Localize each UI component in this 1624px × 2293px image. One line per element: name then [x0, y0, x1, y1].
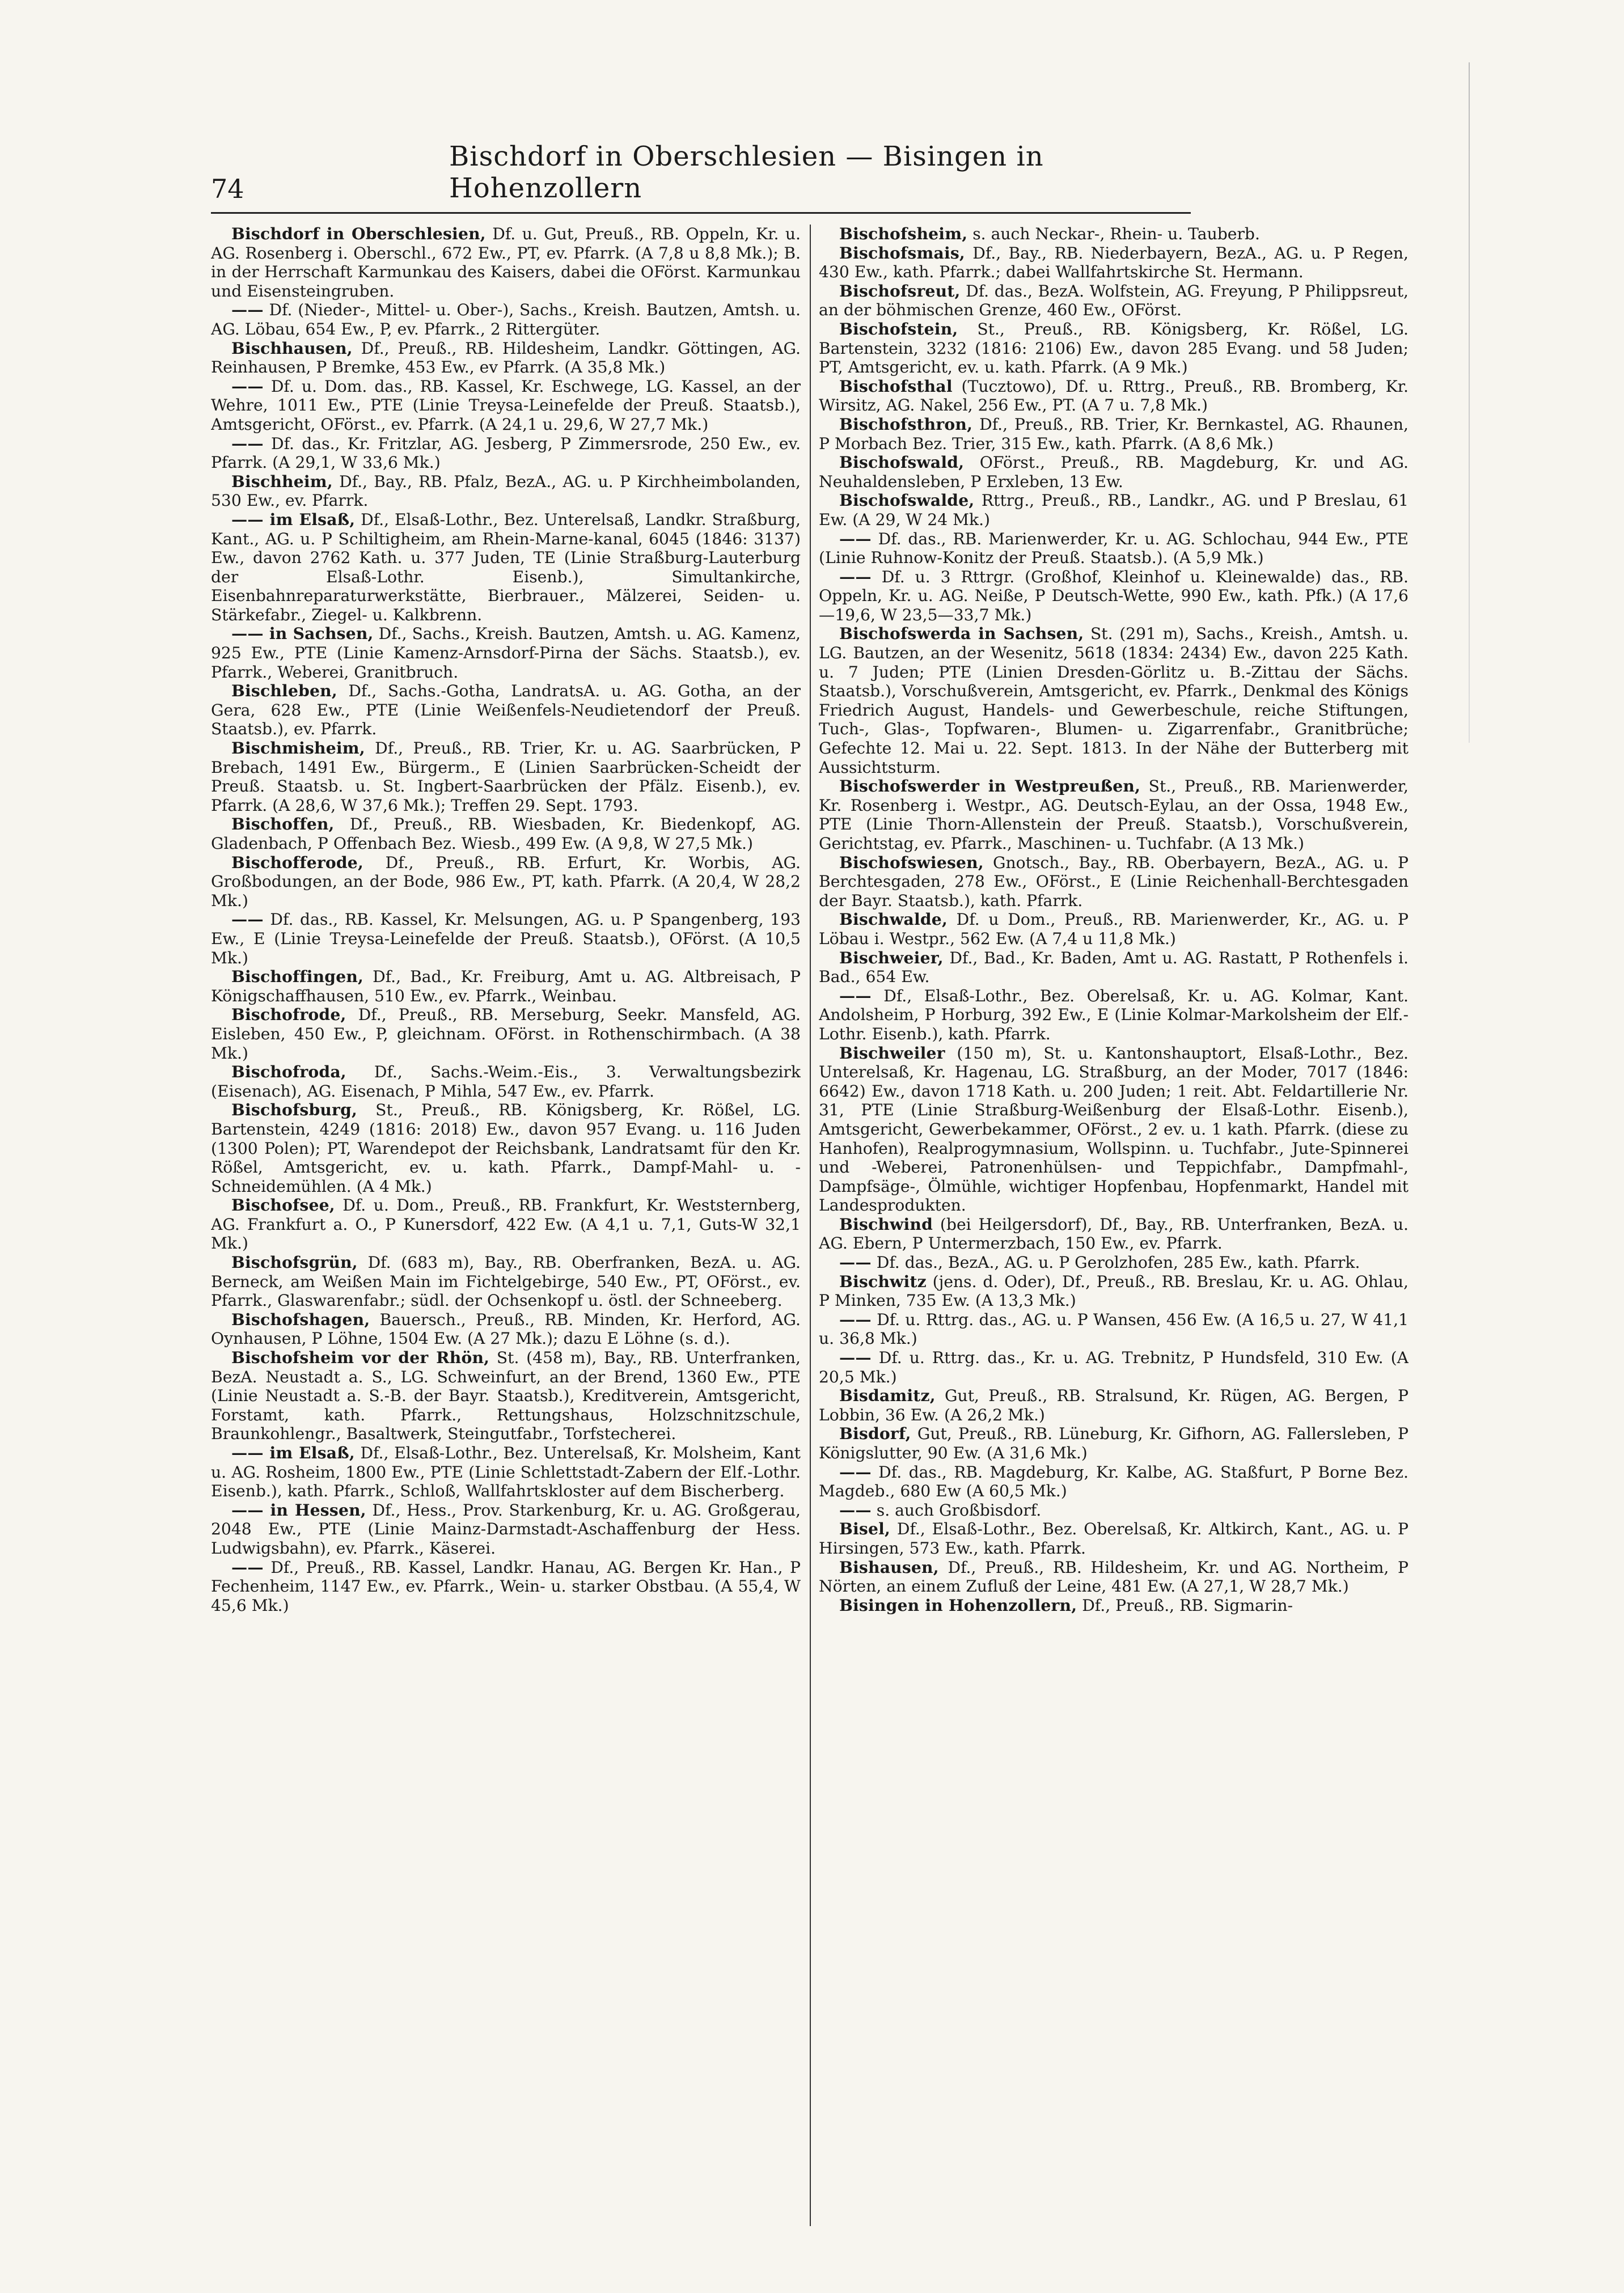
entry-headword: Bischofshagen, [231, 1310, 370, 1329]
entry [819, 282, 1409, 320]
entry-headword: Bischwind [839, 1215, 933, 1234]
entry-text: Df., Hess., Prov. Starkenburg, Kr. u. AG. Großgerau, 2048 Ew., PTE (Linie Mainz-Darmstadt-Aschaffenburg der Hess. Ludwigsbahn), ev. Pfarrk., Käserei. [211, 1500, 801, 1558]
entry-headword: Bischwitz [839, 1272, 927, 1291]
entry-headword: Bishausen, [839, 1558, 939, 1577]
entry [819, 910, 1409, 948]
entry-headword: Bischofsee, [231, 1196, 335, 1215]
entry [211, 434, 801, 472]
entry-text: Df., Elsaß-Lothr., Bez. Unterelsaß, Landkr. Straßburg, Kant., AG. u. P Schiltigheim, am Rhein-Marne-kanal, 6045 (1846: 3137) Ew., davon 2762 Kath. u. 377 Juden, TE (Linie Straßburg-Lauterburg der Elsaß-Lothr. Eisenb.), Simultankirche, Eisenbahnreparaturwerkstätte, Bierbrauer., Mälzerei, Seiden- u. Stärkefabr., Ziegel- u. Kalkbrenn. [211, 510, 801, 624]
entry [819, 1272, 1409, 1310]
entry [211, 510, 801, 625]
entry [819, 320, 1409, 377]
entry [211, 682, 801, 739]
entry [211, 301, 801, 339]
entry-text: Df. u. Rttrg. das., Kr. u. AG. Trebnitz, P Hundsfeld, 310 Ew. (A 20,5 Mk.) [819, 1348, 1409, 1386]
entry-headword: Bischweiler [839, 1043, 945, 1063]
entry-text: Df., Preuß., RB. Sigmarin- [1077, 1596, 1293, 1615]
entry-text: Df., Preuß., RB. Merseburg, Seekr. Mansfeld, AG. Eisleben, 450 Ew., P, gleichnam. OFörst. in Rothenschirmbach. (A 38 Mk.) [211, 1005, 801, 1063]
entry-headword: Bischofsreut, [839, 281, 961, 301]
entry [211, 1005, 801, 1063]
entry-text: OFörst., Preuß., RB. Magdeburg, Kr. und AG. Neuhaldensleben, P Erxleben, 13 Ew. [819, 453, 1409, 491]
entry [211, 1196, 801, 1253]
entry-headword: Bischofswald, [839, 453, 965, 472]
entry-headword: Bischofsheim, [839, 225, 968, 243]
entry-text: Df. das., BezA., AG. u. P Gerolzhofen, 285 Ew., kath. Pfarrk. [871, 1253, 1360, 1272]
entry-text: s. auch Großbisdorf. [871, 1500, 1042, 1520]
entry-text: Df., Preuß., RB. Erfurt, Kr. Worbis, AG. Großbodungen, an der Bode, 986 Ew., PT, kath. Pfarrk. (A 20,4, W 28,2 Mk.) [211, 853, 801, 910]
entry-headword: —— [839, 1462, 872, 1482]
entry-text: Df. (683 m), Bay., RB. Oberfranken, BezA. u. AG. Berneck, am Weißen Main im Fichtelgebirge, 540 Ew., PT, OFörst., ev. Pfarrk., Glaswarenfabr.; südl. der Ochsenkopf u. östl. der Schneeberg. [211, 1253, 801, 1310]
entry-headword: Bischofsheim vor der Rhön, [231, 1348, 490, 1368]
entry [819, 949, 1409, 987]
entry-text: St., Preuß., RB. Königsberg, Kr. Rößel, LG. Bartenstein, 4249 (1816: 2018) Ew., davon 957 Evang. u. 116 Juden (1300 Polen); PT, Warendepot der Reichsbank, Landratsamt für den Kr. Rößel, Amtsgericht, ev. u. kath. Pfarrk., Dampf-Mahl- u. -Schneidemühlen. (A 4 Mk.) [211, 1101, 801, 1196]
entry [211, 472, 801, 510]
entry-headword: Bischoffingen, [231, 967, 364, 987]
entry-text: Df., Bad., Kr. Freiburg, Amt u. AG. Altbreisach, P Königschaffhausen, 510 Ew., ev. Pfarrk., Weinbau. [211, 967, 801, 1005]
entry [211, 339, 801, 377]
entry-headword: Bischofswalde, [839, 491, 975, 510]
entry [211, 739, 801, 815]
entry-headword: Bischofferode, [231, 853, 363, 872]
column-divider [810, 225, 811, 2226]
entry [819, 225, 1409, 244]
entry-text: Df., Elsaß-Lothr., Bez. Oberelsaß, Kr. Altkirch, Kant., AG. u. P Hirsingen, 573 Ew., kath. Pfarrk. [819, 1520, 1409, 1558]
entry-text: (jens. d. Oder), Df., Preuß., RB. Breslau, Kr. u. AG. Ohlau, P Minken, 735 Ew. (A 13,3 Mk.) [819, 1272, 1409, 1310]
entry [211, 910, 801, 967]
entry-text: (150 m), St. u. Kantonshauptort, Elsaß-Lothr., Bez. Unterelsaß, Kr. Hagenau, LG. Straßburg, an der Moder, 7017 (1846: 6642) Ew., davon 1718 Kath. u. 200 Juden; 1 reit. Abt. Feldartillerie Nr. 31, PTE (Linie Straßburg-Weißenburg der Elsaß-Lothr. Eisenb.), Amtsgericht, Gewerbekammer, OFörst., 2 ev. u. 1 kath. Pfarrk. (diese zu Hanhofen), Realprogymnasium, Wollspinn. u. Tuchfabr., Jute-Spinnerei und -Weberei, Patronenhülsen- und Teppichfabr., Dampfmahl-, Dampfsäge-, Ölmühle, wichtiger Hopfenbau, Hopfenmarkt, Handel mit Landesprodukten. [819, 1043, 1409, 1215]
entry [211, 967, 801, 1005]
entry-headword: Bisdamitz, [839, 1386, 936, 1406]
entry-headword: Bischofsthal [839, 376, 953, 396]
entry [819, 1424, 1409, 1462]
entry-text: Bauersch., Preuß., RB. Minden, Kr. Herford, AG. Oynhausen, P Löhne, 1504 Ew. (A 27 Mk.); dazu E Löhne (s. d.). [211, 1310, 801, 1348]
entry [819, 568, 1409, 625]
entry-headword: Bischoffen, [231, 815, 335, 834]
entry-text: Df. u. Dom. das., RB. Kassel, Kr. Eschwege, LG. Kassel, an der Wehre, 1011 Ew., PTE (Linie Treysa-Leinefelde der Preuß. Staatsb.), Amtsgericht, OFörst., ev. Pfarrk. (A 24,1 u. 29,6, W 27,7 Mk.) [211, 376, 801, 434]
entry-text: St., Preuß., RB. Marienwerder, Kr. Rosenberg i. Westpr., AG. Deutsch-Eylau, an der Ossa, 1948 Ew., PTE (Linie Thorn-Allenstein der Preuß. Staatsb.), Vorschußverein, Gerichtstag, ev. Pfarrk., Maschinen- u. Tuchfabr. (A 13 Mk.) [819, 777, 1409, 853]
entry-text: Df. das., RB. Magdeburg, Kr. Kalbe, AG. Staßfurt, P Borne Bez. Magdeb., 680 Ew (A 60,5 Mk.) [819, 1462, 1409, 1501]
entry-text: Df., Bay., RB. Pfalz, BezA., AG. u. P Kirchheimbolanden, 530 Ew., ev. Pfarrk. [211, 472, 801, 510]
page-header [211, 141, 1191, 204]
page-edge-shadow [1469, 62, 1470, 743]
entry-headword: Bischheim, [231, 472, 333, 491]
entry-headword: Bisingen in Hohenzollern, [839, 1596, 1077, 1615]
entry-text: Df., Sachs.-Gotha, LandratsA. u. AG. Gotha, an der Gera, 628 Ew., PTE (Linie Weißenfels-Neudietendorf der Preuß. Staatsb.), ev. Pfarrk. [211, 682, 801, 739]
entry-text: Df., Preuß., RB. Trier, Kr. Bernkastel, AG. Rhaunen, P Morbach Bez. Trier, 315 Ew., kath. Pfarrk. (A 8,6 Mk.) [819, 414, 1409, 453]
entry-headword: Bischofroda, [231, 1063, 346, 1082]
entry-text: St. (291 m), Sachs., Kreish., Amtsh. u. LG. Bautzen, an der Wesenitz, 5618 (1834: 2434) Ew., davon 225 Kath. u. 7 Juden; PTE (Linien Dresden-Görlitz u. B.-Zittau der Sächs. Staatsb.), Vorschußverein, Amtsgericht, ev. Pfarrk., Denkmal des Königs Friedrich August, Handels- und Gewerbeschule, reiche Stiftungen, Tuch-, Glas-, Topfwaren-, Blumen- u. Zigarrenfabr., Granitbrüche; Gefechte 12. Mai u. 22. Sept. 1813. In der Nähe der Butterberg mit Aussichtsturm. [819, 624, 1409, 777]
entry-text: Rttrg., Preuß., RB., Landkr., AG. und P Breslau, 61 Ew. (A 29, W 24 Mk.) [819, 491, 1409, 529]
entry-headword: Bischwalde, [839, 910, 948, 929]
entry [819, 1215, 1409, 1253]
entry [819, 1520, 1409, 1558]
entry-text: Df., Bay., RB. Niederbayern, BezA., AG. u. P Regen, 430 Ew., kath. Pfarrk.; dabei Wallfahrtskirche St. Hermann. [819, 243, 1409, 282]
entry-text: Df., Preuß., RB. Kassel, Landkr. Hanau, AG. Bergen Kr. Han., P Fechenheim, 1147 Ew., ev. Pfarrk., Wein- u. starker Obstbau. (A 55,4, W 45,6 Mk.) [211, 1558, 801, 1615]
entry [819, 1501, 1409, 1520]
entry-headword: —— [839, 1348, 872, 1368]
entry-headword: —— [231, 434, 264, 453]
left-column [211, 225, 801, 2266]
entry [819, 853, 1409, 911]
entry [819, 1558, 1409, 1596]
header-rule [211, 212, 1191, 214]
entry [819, 624, 1409, 777]
entry [211, 1444, 801, 1501]
entry-text: Df. das., RB. Kassel, Kr. Melsungen, AG. u. P Spangenberg, 193 Ew., E (Linie Treysa-Leinefelde der Preuß. Staatsb.), OFörst. (A 10,5 Mk.) [211, 910, 801, 967]
entry [819, 377, 1409, 415]
entry-text: Df., Sachs.-Weim.-Eis., 3. Verwaltungsbezirk (Eisenach), AG. Eisenach, P Mihla, 547 Ew., ev. Pfarrk. [211, 1063, 801, 1101]
entry-headword: —— im Elsaß, [231, 1444, 355, 1462]
entry-headword: —— in Sachsen, [231, 624, 374, 644]
entry-text: Df. das., BezA. Wolfstein, AG. Freyung, P Philippsreut, an der böhmischen Grenze, 460 Ew., OFörst. [819, 281, 1409, 320]
entry [211, 225, 801, 301]
entry-text: Df. u. 3 Rttrgr. (Großhof, Kleinhof u. Kleinewalde) das., RB. Oppeln, Kr. u. AG. Neiße, P Deutsch-Wette, 990 Ew., kath. Pfk.) (A 17,6—19,6, W 23,5—33,7 Mk.) [819, 567, 1409, 624]
entry-headword: —— [839, 567, 872, 586]
entry-text: Df. u. Rttrg. das., AG. u. P Wansen, 456 Ew. (A 16,5 u. 27, W 41,1 u. 36,8 Mk.) [819, 1310, 1409, 1348]
entry [819, 453, 1409, 491]
entry-text: Df., Preuß., RB. Hildesheim, Kr. und AG. Northeim, P Nörten, an einem Zufluß der Leine, 481 Ew. (A 27,1, W 28,7 Mk.) [819, 1558, 1409, 1596]
entry-headword: Bisel, [839, 1520, 891, 1539]
entry [819, 777, 1409, 853]
entry-headword: —— [231, 301, 264, 320]
entry-text: Df. das., RB. Marienwerder, Kr. u. AG. Schlochau, 944 Ew., PTE (Linie Ruhnow-Konitz der Preuß. Staatsb.). (A 5,9 Mk.) [819, 529, 1409, 568]
entry-text: Df. u. Dom., Preuß., RB. Frankfurt, Kr. Weststernberg, AG. Frankfurt a. O., P Kunersdorf, 422 Ew. (A 4,1 u. 7,1, Guts-W 32,1 Mk.) [211, 1196, 801, 1253]
entry [211, 1348, 801, 1444]
entry-headword: Bischhausen, [231, 339, 353, 358]
entry-text: Df., Elsaß-Lothr., Bez. Oberelsaß, Kr. u. AG. Kolmar, Kant. Andolsheim, P Horburg, 392 Ew., E (Linie Kolmar-Markolsheim der Elf.-Lothr. Eisenb.), kath. Pfarrk. [819, 986, 1409, 1043]
entry-headword: —— [839, 986, 872, 1005]
entry-text: Gnotsch., Bay., RB. Oberbayern, BezA., AG. u. P Berchtesgaden, 278 Ew., OFörst., E (Linie Reichenhall-Berchtesgaden der Bayr. Staatsb.), kath. Pfarrk. [819, 853, 1409, 910]
entry [819, 244, 1409, 282]
entry-text: Df., Elsaß-Lothr., Bez. Unterelsaß, Kr. Molsheim, Kant u. AG. Rosheim, 1800 Ew., PTE (Linie Schlettstadt-Zabern der Elf.-Lothr. Eisenb.), kath. Pfarrk., Schloß, Wallfahrtskloster auf dem Bischerberg. [211, 1444, 801, 1501]
page-number: 74 [211, 174, 244, 204]
entry-headword: Bischdorf in Oberschlesien, [231, 225, 486, 243]
entry-headword: Bischmisheim, [231, 739, 365, 758]
entry [819, 1596, 1409, 1615]
entry [819, 1044, 1409, 1215]
entry [211, 1501, 801, 1558]
entry [211, 1310, 801, 1348]
right-column [819, 225, 1409, 2266]
entry-text: s. auch Neckar-, Rhein- u. Tauberb. [967, 225, 1260, 243]
entry-headword: Bischofsthron, [839, 414, 973, 434]
entry [211, 1063, 801, 1101]
entry-headword: —— im Elsaß, [231, 510, 356, 529]
entry [211, 1101, 801, 1196]
entry-text: Df. u Dom., Preuß., RB. Marienwerder, Kr., AG. u. P Löbau i. Westpr., 562 Ew. (A 7,4 u 11,8 Mk.) [819, 910, 1409, 948]
entry-headword: Bischofsgrün, [231, 1253, 358, 1272]
entry [819, 491, 1409, 529]
entry-text: Df., Preuß., RB. Wiesbaden, Kr. Biedenkopf, AG. Gladenbach, P Offenbach Bez. Wiesb., 499 Ew. (A 9,8, W 27,5 Mk.) [211, 815, 801, 853]
entry-headword: —— [839, 1253, 872, 1272]
entry-headword: —— [231, 1558, 264, 1577]
entry [211, 815, 801, 853]
entry-text: Df. das., Kr. Fritzlar, AG. Jesberg, P Zimmersrode, 250 Ew., ev. Pfarrk. (A 29,1, W 33,6 Mk.) [211, 434, 801, 472]
entry [211, 1558, 801, 1615]
entry-headword: Bischofsmais, [839, 243, 965, 263]
entry [819, 415, 1409, 453]
entry-text: Df. u. Gut, Preuß., RB. Oppeln, Kr. u. AG. Rosenberg i. Oberschl., 672 Ew., PT, ev. Pfarrk. (A 7,8 u 8,8 Mk.); B. in der Herrschaft Karmunkau des Kaisers, dabei die OFörst. Karmunkau und Eisensteingruben. [211, 225, 801, 301]
entry [819, 987, 1409, 1044]
entry-headword: —— [839, 529, 872, 548]
entry-headword: Bischofswerda in Sachsen, [839, 624, 1084, 644]
entry-headword: —— in Hessen, [231, 1500, 366, 1520]
entry-text: St., Preuß., RB. Königsberg, Kr. Rößel, LG. Bartenstein, 3232 (1816: 2106) Ew., davon 285 Evang. und 58 Juden; PT, Amtsgericht, ev. u. kath. Pfarrk. (A 9 Mk.) [819, 319, 1409, 377]
entry-text: Df., Sachs., Kreish. Bautzen, Amtsh. u. AG. Kamenz, 925 Ew., PTE (Linie Kamenz-Arnsdorf-Pirna der Sächs. Staatsb.), ev. Pfarrk., Weberei, Granitbruch. [211, 624, 801, 682]
entry-text: (Tucztowo), Df. u. Rttrg., Preuß., RB. Bromberg, Kr. Wirsitz, AG. Nakel, 256 Ew., PT. (A 7 u. 7,8 Mk.) [819, 376, 1409, 415]
entry-headword: Bischweier, [839, 948, 944, 967]
entry-text: (bei Heilgersdorf), Df., Bay., RB. Unterfranken, BezA. u. AG. Ebern, P Untermerzbach, 150 Ew., ev. Pfarrk. [819, 1215, 1409, 1253]
entry-text: Df. (Nieder-, Mittel- u. Ober-), Sachs., Kreish. Bautzen, Amtsh. u. AG. Löbau, 654 Ew., P, ev. Pfarrk., 2 Rittergüter. [211, 301, 801, 339]
entry [211, 377, 801, 434]
entry-text: Df., Preuß., RB. Hildesheim, Landkr. Göttingen, AG. Reinhausen, P Bremke, 453 Ew., ev Pfarrk. (A 35,8 Mk.) [211, 339, 801, 377]
entry [211, 853, 801, 911]
entry-headword: Bischofrode, [231, 1005, 346, 1025]
entry-text: St. (458 m), Bay., RB. Unterfranken, BezA. Neustadt a. S., LG. Schweinfurt, an der Brend, 1360 Ew., PTE (Linie Neustadt a. S.-B. der Bayr. Staatsb.), Kreditverein, Amtsgericht, Forstamt, kath. Pfarrk., Rettungshaus, Holzschnitzschule, Braunkohlengr., Basaltwerk, Steingutfabr., Torfstecherei. [211, 1348, 801, 1444]
entry-headword: —— [839, 1500, 872, 1520]
entry-text: Gut, Preuß., RB. Stralsund, Kr. Rügen, AG. Bergen, P Lobbin, 36 Ew. (A 26,2 Mk.) [819, 1386, 1409, 1424]
entry [819, 1463, 1409, 1501]
entry-headword: Bischofsburg, [231, 1101, 358, 1120]
entry-headword: Bischleben, [231, 682, 337, 701]
entry [211, 1253, 801, 1310]
entry-text: Df., Bad., Kr. Baden, Amt u. AG. Rastatt, P Rothenfels i. Bad., 654 Ew. [819, 948, 1409, 987]
entry [819, 1386, 1409, 1424]
entry [819, 1348, 1409, 1386]
entry-headword: Bischofswiesen, [839, 853, 984, 872]
entry [819, 1253, 1409, 1272]
entry [819, 530, 1409, 568]
entry-headword: —— [839, 1310, 872, 1329]
entry-headword: Bischofswerder in Westpreußen, [839, 777, 1141, 796]
entry-text: Df., Preuß., RB. Trier, Kr. u. AG. Saarbrücken, P Brebach, 1491 Ew., Bürgerm., E (Linien Saarbrücken-Scheidt der Preuß. Staatsb. u. St. Ingbert-Saarbrücken der Pfälz. Eisenb.), ev. Pfarrk. (A 28,6, W 37,6 Mk.); Treffen 29. Sept. 1793. [211, 739, 801, 815]
entry [819, 1310, 1409, 1348]
entry [211, 624, 801, 682]
entry-headword: —— [231, 376, 264, 396]
entry-text: Gut, Preuß., RB. Lüneburg, Kr. Gifhorn, AG. Fallersleben, P Königslutter, 90 Ew. (A 31,6 Mk.) [819, 1424, 1409, 1462]
entry-headword: Bischofstein, [839, 319, 958, 339]
entry-headword: —— [231, 910, 264, 929]
entry-headword: Bisdorf, [839, 1424, 911, 1444]
running-title: Bischdorf in Oberschlesien — Bisingen in Hohenzollern [449, 141, 1044, 204]
